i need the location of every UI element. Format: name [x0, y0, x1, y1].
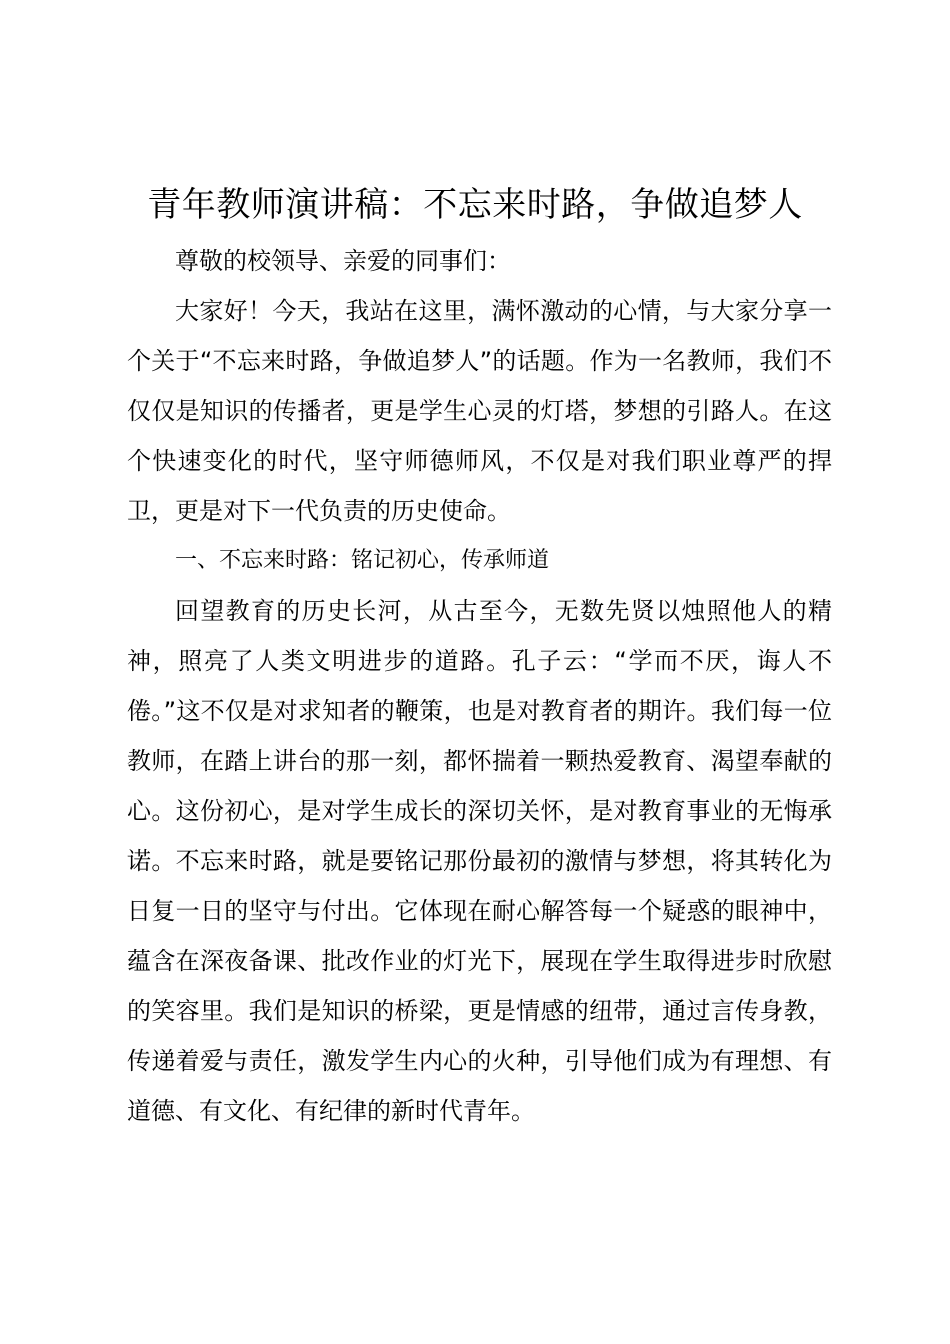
document-body	[127, 236, 832, 1136]
document-title: 青年教师演讲稿：不忘来时路，争做追梦人	[147, 185, 803, 225]
salutation: 尊敬的校领导、亲爱的同事们：	[175, 247, 511, 275]
section-heading: 一、不忘来时路：铭记初心，传承师道	[175, 548, 550, 573]
section-paragraph: 回望教育的历史长河，从古至今，无数先贤以烛照他人的精神，照亮了人类文明进步的道路。孔子云：“学而不厌，诲人不倦。”这不仅是对求知者的鞭策，也是对教育者的期许。我们每一位教师，在踏上讲台的那一刻，都怀揣着一颗热爱教育、渴望奉献的心。这份初心，是对学生成长的深切关怀，是对教育事业的无悔承诺。不忘来时路，就是要铭记那份最初的激情与梦想，将其转化为日复一日的坚守与付出。它体现在耐心解答每一个疑惑的眼神中，蕴含在深夜备课、批改作业的灯光下，展现在学生取得进步时欣慰的笑容里。我们是知识的桥梁，更是情感的纽带，通过言传身教，传递着爱与责任，激发学生内心的火种，引导他们成为有理想、有道德、有文化、有纪律的新时代青年。	[127, 597, 832, 1125]
intro-paragraph: 大家好！今天，我站在这里，满怀激动的心情，与大家分享一个关于“不忘来时路，争做追梦人”的话题。作为一名教师，我们不仅仅是知识的传播者，更是学生心灵的灯塔，梦想的引路人。在这个快速变化的时代，坚守师德师风，不仅是对我们职业尊严的捍卫，更是对下一代负责的历史使命。	[127, 297, 832, 525]
